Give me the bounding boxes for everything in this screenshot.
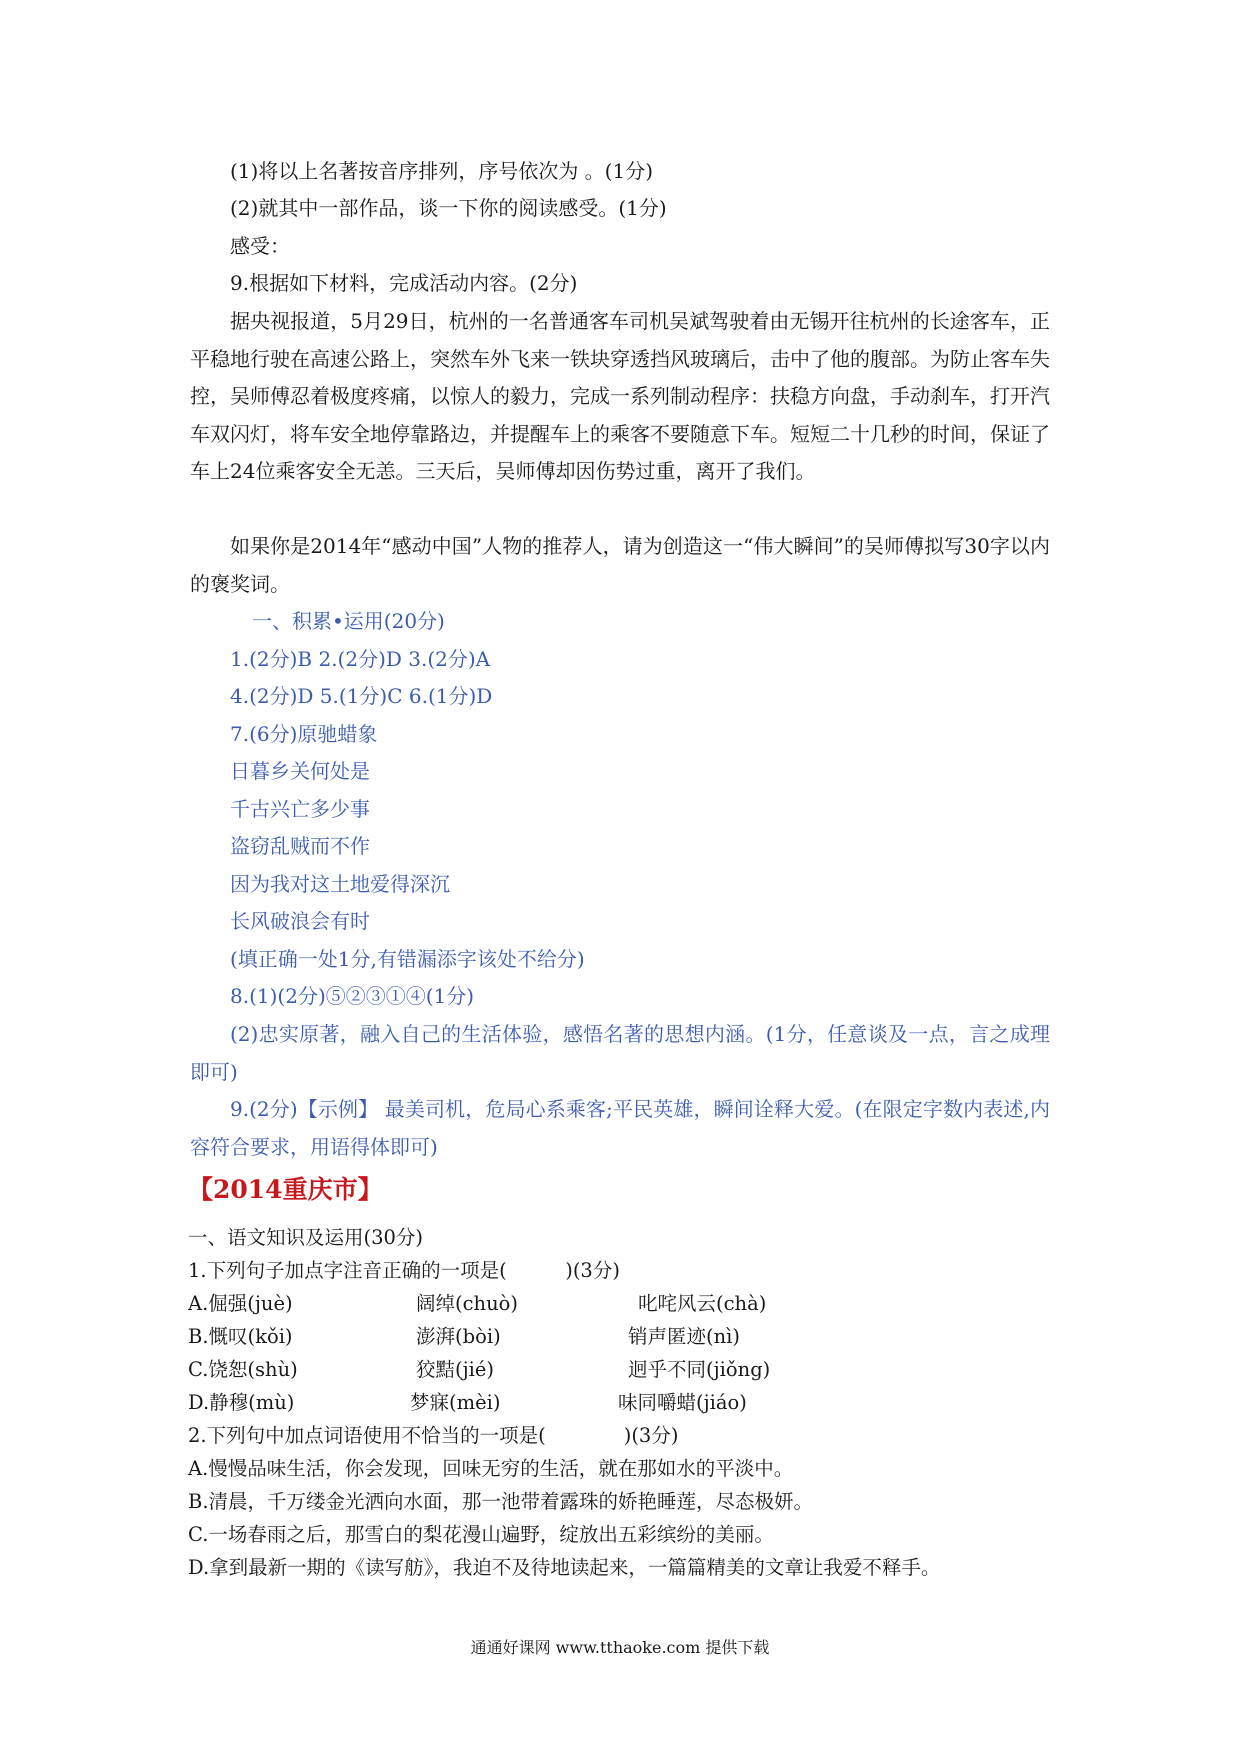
answer-9: 9.(2分)【示例】 最美司机，危局心系乘客;平民英雄，瞬间诠释大爱。(在限定字数内表述,内容符合要求，用语得体即可) [190,1097,1050,1159]
question-9: 9.根据如下材料，完成活动内容。(2分) [230,271,578,295]
answer-poem-line-3: 盗窃乱贼而不作 [230,834,370,858]
question-1: 1.下列句子加点字注音正确的一项是( )(3分) [188,1259,620,1282]
option-c-2: 狡黠(jié) [416,1358,495,1381]
q2-option-a: A.慢慢品味生活，你会发现，回味无穷的生活，就在那如水的平淡中。 [188,1457,794,1480]
answer-poem-line-4: 因为我对这土地爱得深沉 [230,872,450,896]
option-a-1: A.倔强(juè) [188,1292,293,1315]
option-d-3: 味同嚼蜡(jiáo) [618,1391,747,1414]
section-heading: 【2014重庆市】 [188,1175,383,1204]
q2-option-b: B.清晨，千万缕金光洒向水面，那一池带着露珠的娇艳睡莲，尽态极妍。 [188,1490,814,1513]
activity-task: 如果你是2014年“感动中国”人物的推荐人，请为创造这一“伟大瞬间”的吴师傅拟写30字以内的褒奖词。 [190,534,1050,596]
option-b-1: B.慨叹(kǒi) [188,1325,293,1348]
q2-option-c: C.一场春雨之后，那雪白的梨花漫山遍野，绽放出五彩缤纷的美丽。 [188,1523,774,1546]
option-d-2: 梦寐(mèi) [410,1391,501,1414]
feeling-label: 感受： [230,234,290,258]
option-b-2: 澎湃(bòi) [416,1325,501,1348]
news-passage: 据央视报道，5月29日，杭州的一名普通客车司机吴斌驾驶着由无锡开往杭州的长途客车，正平稳地行驶在高速公路上，突然车外飞来一铁块穿透挡风玻璃后，击中了他的腹部。为防止客车失控，吴师傅忍着极度疼痛，以惊人的毅力，完成一系列制动程序：扶稳方向盘，手动刹车，打开汽车双闪灯，将车安全地停靠路边，并提醒车上的乘客不要随意下车。短短二十几秒的时间，保证了车上24位乘客安全无恙。三天后，吴师傅却因伤势过重，离开了我们。 [190,309,1050,483]
answer-poem-line-1: 日暮乡关何处是 [230,759,370,783]
answer-7: 7.(6分)原驰蜡象 [230,722,378,746]
part-1-title: 一、语文知识及运用(30分) [188,1226,424,1249]
option-c-3: 迥乎不同(jiǒng) [628,1358,771,1381]
q2-option-d: D.拿到最新一期的《读写舫》，我迫不及待地读起来，一篇篇精美的文章让我爱不释手。 [188,1556,941,1579]
option-b-3: 销声匿迹(nì) [628,1325,741,1348]
answer-section-title: 一、积累•运用(20分) [252,609,445,633]
answer-8-2: (2)忠实原著，融入自己的生活体验，感悟名著的思想内涵。(1分，任意谈及一点，言之成理即可) [190,1022,1050,1084]
option-d-1: D.静穆(mù) [188,1391,295,1414]
option-a-3: 叱咤风云(chà) [638,1292,767,1315]
page-footer: 通通好课网 www.tthaoke.com 提供下载 [470,1638,770,1657]
answer-8-1: 8.(1)(2分)⑤②③①④(1分) [230,984,475,1008]
answer-1-3: 1.(2分)B 2.(2分)D 3.(2分)A [230,647,491,671]
option-c-1: C.饶恕(shù) [188,1358,298,1381]
question-2: 2.下列句中加点词语使用不恰当的一项是( )(3分) [188,1424,679,1447]
answer-scoring-note: (填正确一处1分,有错漏添字该处不给分) [230,947,585,971]
answer-4-6: 4.(2分)D 5.(1分)C 6.(1分)D [230,684,493,708]
answer-poem-line-5: 长风破浪会有时 [230,909,370,933]
question-8-2: (2)就其中一部作品，谈一下你的阅读感受。(1分) [230,196,667,220]
question-8-1: (1)将以上名著按音序排列，序号依次为 。(1分) [230,159,654,183]
answer-poem-line-2: 千古兴亡多少事 [230,797,370,821]
option-a-2: 阔绰(chuò) [416,1292,518,1315]
